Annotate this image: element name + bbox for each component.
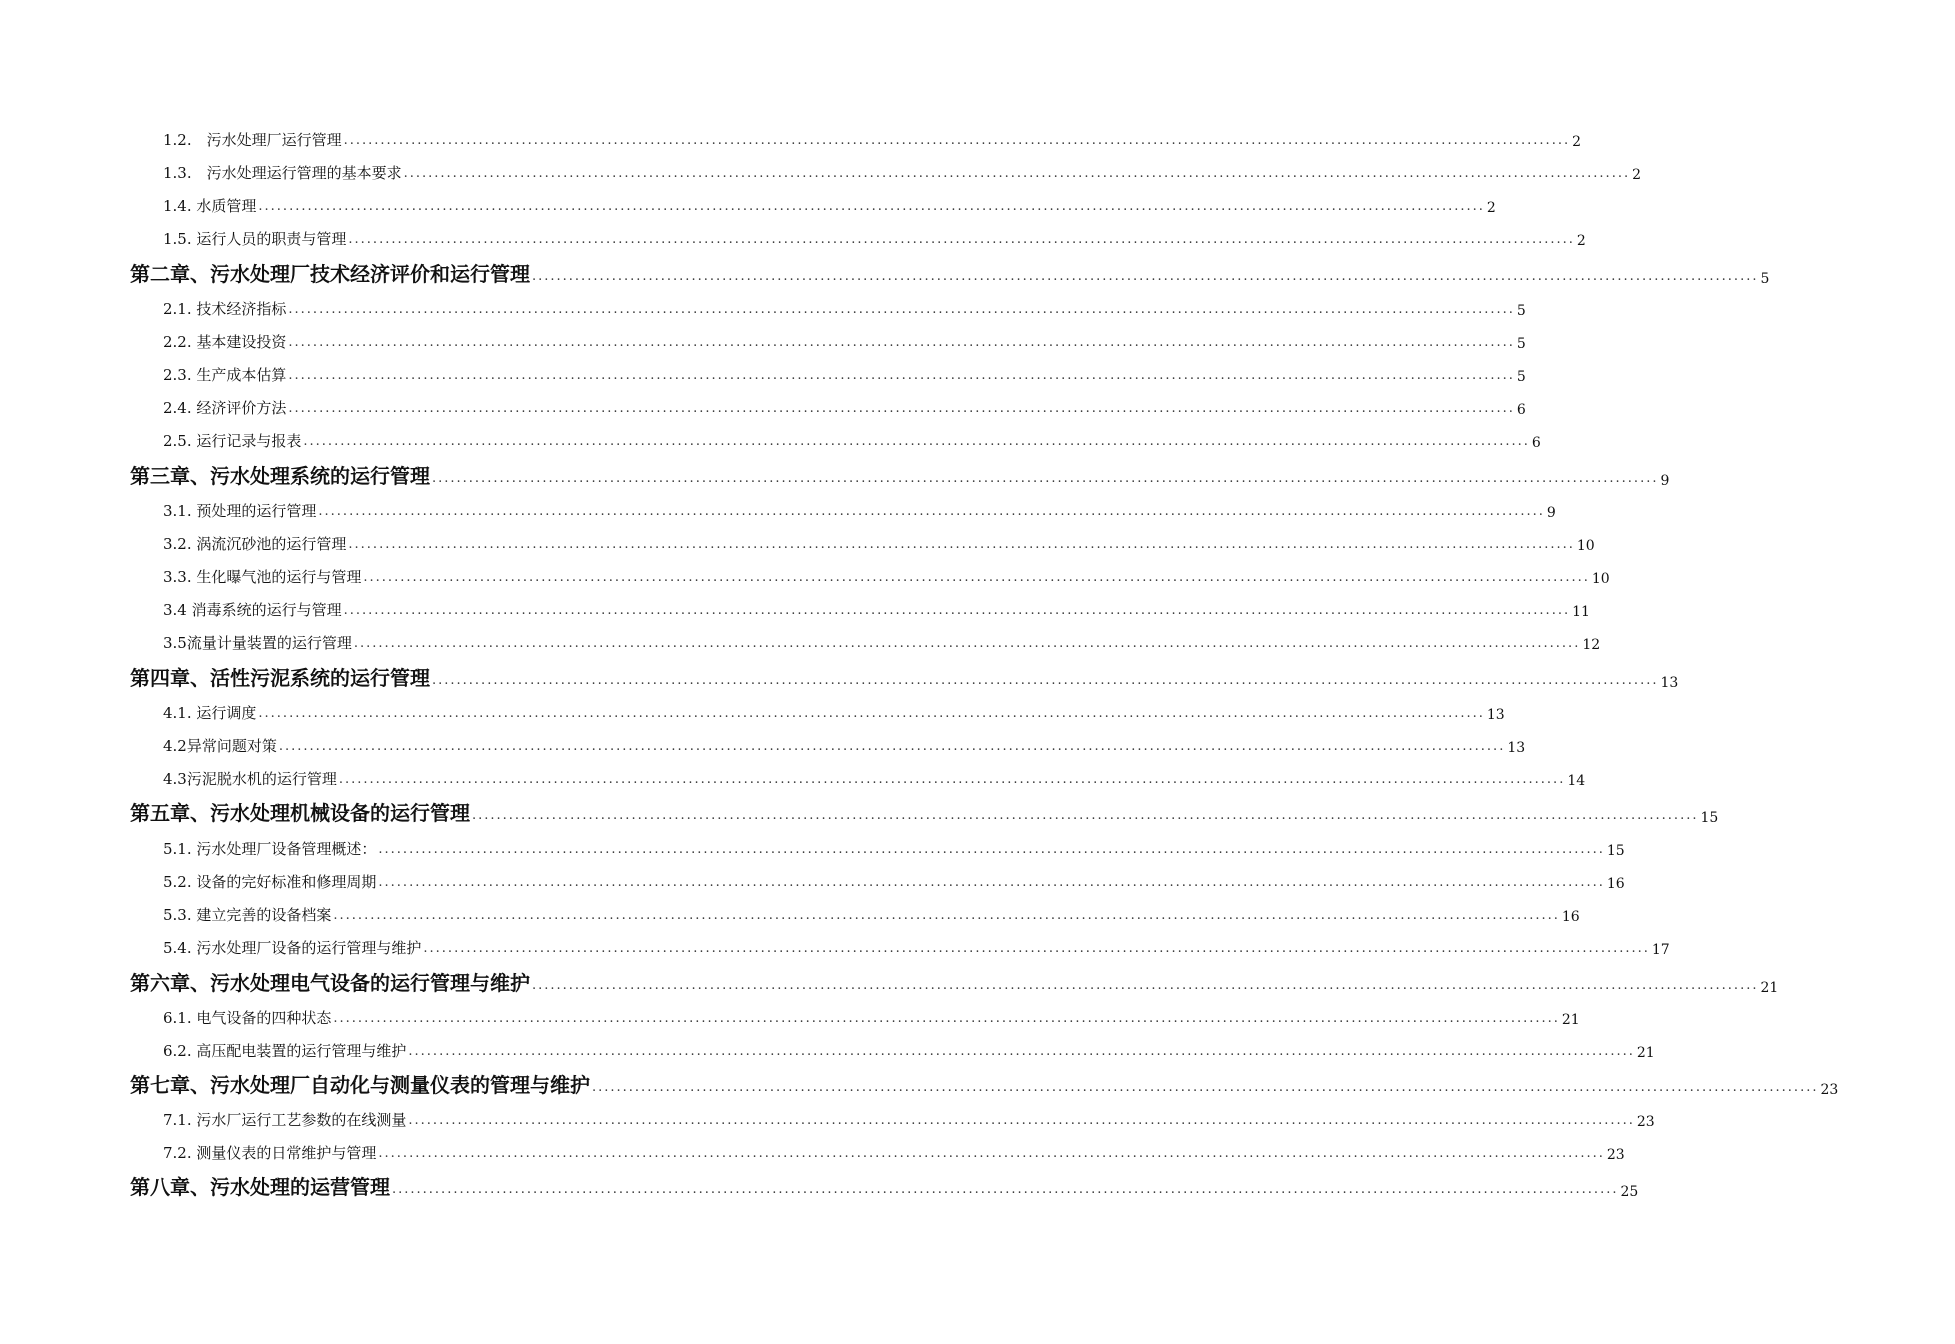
toc-page-number: 13 (1507, 740, 1526, 756)
toc-entry-title: 1.4. 水质管理 (163, 197, 257, 215)
toc-entry-title: 第七章、污水处理厂自动化与测量仪表的管理与维护 (130, 1073, 590, 1097)
toc-chapter-entry[interactable] (0, 1064, 1839, 1098)
toc-leader-dots: ........................................................................................................................................................................................................ (363, 570, 1590, 585)
toc-page-number: 5 (1516, 303, 1526, 319)
toc-entry-title: 3.2. 涡流沉砂池的运行管理 (163, 535, 347, 553)
toc-leader-dots: ........................................................................................................................................................................................................ (333, 1011, 1560, 1026)
toc-leader-dots: ........................................................................................................................................................................................................ (532, 978, 1759, 993)
toc-page-number: 16 (1606, 876, 1625, 892)
toc-leader-dots: ........................................................................................................................................................................................................ (378, 1146, 1605, 1161)
toc-page-number: 14 (1567, 773, 1586, 789)
toc-page-number: 6 (1531, 435, 1541, 451)
toc-leader-dots: ........................................................................................................................................................................................................ (258, 706, 1485, 721)
toc-entry-title: 1.5. 运行人员的职责与管理 (163, 230, 347, 248)
toc-page-number: 5 (1516, 369, 1526, 385)
toc-leader-dots: ........................................................................................................................................................................................................ (288, 368, 1515, 383)
toc-section-entry[interactable] (0, 623, 1601, 653)
toc-section-entry[interactable] (0, 322, 1526, 352)
toc-entry-title: 1.2. 污水处理厂运行管理 (163, 131, 342, 149)
toc-leader-dots: ........................................................................................................................................................................................................ (392, 1182, 1619, 1197)
toc-page-number: 12 (1582, 637, 1601, 653)
toc-section-entry[interactable] (0, 355, 1526, 385)
toc-section-entry[interactable] (0, 829, 1625, 859)
toc-page-number: 15 (1606, 843, 1625, 859)
toc-leader-dots: ........................................................................................................................................................................................................ (423, 941, 1650, 956)
toc-page-number: 6 (1516, 402, 1526, 418)
toc-page-number: 2 (1632, 167, 1642, 183)
toc-section-entry[interactable] (0, 557, 1610, 587)
toc-section-entry[interactable] (0, 928, 1670, 958)
toc-leader-dots: ........................................................................................................................................................................................................ (353, 636, 1581, 651)
toc-chapter-entry[interactable] (0, 253, 1770, 287)
toc-leader-dots: ........................................................................................................................................................................................................ (333, 908, 1560, 923)
toc-chapter-entry[interactable] (0, 792, 1719, 826)
toc-page-number: 23 (1820, 1082, 1839, 1098)
toc-leader-dots: ........................................................................................................................................................................................................ (318, 504, 1545, 519)
toc-page-number: 13 (1486, 707, 1505, 723)
toc-leader-dots: ........................................................................................................................................................................................................ (278, 739, 1506, 754)
toc-page-number: 21 (1760, 980, 1779, 996)
toc-section-entry[interactable] (0, 120, 1582, 150)
toc-page-number: 9 (1546, 505, 1556, 521)
toc-section-entry[interactable] (0, 153, 1642, 183)
toc-section-entry[interactable] (0, 186, 1496, 216)
toc-section-entry[interactable] (0, 1100, 1655, 1130)
toc-section-entry[interactable] (0, 491, 1556, 521)
toc-entry-title: 3.4 消毒系统的运行与管理 (163, 601, 342, 619)
toc-leader-dots: ........................................................................................................................................................................................................ (288, 302, 1515, 317)
toc-entry-title: 第八章、污水处理的运营管理 (130, 1175, 390, 1199)
toc-entry-title: 2.1. 技术经济指标 (163, 300, 287, 318)
toc-leader-dots: ........................................................................................................................................................................................................ (343, 133, 1571, 148)
toc-entry-title: 5.3. 建立完善的设备档案 (163, 906, 332, 924)
toc-page-number: 2 (1572, 134, 1582, 150)
toc-section-entry[interactable] (0, 895, 1580, 925)
toc-leader-dots: ........................................................................................................................................................................................................ (532, 269, 1759, 284)
toc-leader-dots: ........................................................................................................................................................................................................ (343, 603, 1571, 618)
toc-page-number: 5 (1760, 271, 1770, 287)
toc-leader-dots: ........................................................................................................................................................................................................ (378, 875, 1605, 890)
toc-entry-title: 5.2. 设备的完好标准和修理周期 (163, 873, 377, 891)
toc-entry-title: 5.1. 污水处理厂设备管理概述： (163, 840, 377, 858)
toc-section-entry[interactable] (0, 998, 1580, 1028)
toc-entry-title: 第五章、污水处理机械设备的运行管理 (130, 801, 470, 825)
toc-entry-title: 3.3. 生化曝气池的运行与管理 (163, 568, 362, 586)
toc-page-number: 5 (1516, 336, 1526, 352)
toc-leader-dots: ........................................................................................................................................................................................................ (288, 335, 1515, 350)
toc-entry-title: 6.2. 高压配电装置的运行管理与维护 (163, 1042, 407, 1060)
toc-section-entry[interactable] (0, 219, 1586, 249)
toc-entry-title: 7.1. 污水厂运行工艺参数的在线测量 (163, 1111, 407, 1129)
toc-entry-title: 2.2. 基本建设投资 (163, 333, 287, 351)
toc-entry-title: 第四章、活性污泥系统的运行管理 (130, 666, 430, 690)
toc-leader-dots: ........................................................................................................................................................................................................ (403, 166, 1631, 181)
toc-leader-dots: ........................................................................................................................................................................................................ (338, 772, 1566, 787)
toc-section-entry[interactable] (0, 862, 1625, 892)
toc-leader-dots: ........................................................................................................................................................................................................ (378, 842, 1605, 857)
toc-leader-dots: ........................................................................................................................................................................................................ (592, 1080, 1819, 1095)
toc-page-number: 2 (1486, 200, 1496, 216)
toc-page-number: 11 (1572, 604, 1590, 620)
toc-page-number: 17 (1651, 942, 1670, 958)
toc-entry-title: 1.3. 污水处理运行管理的基本要求 (163, 164, 402, 182)
toc-page-number: 13 (1660, 675, 1679, 691)
toc-leader-dots: ........................................................................................................................................................................................................ (348, 537, 1575, 552)
toc-page-number: 2 (1576, 233, 1586, 249)
toc-entry-title: 2.4. 经济评价方法 (163, 399, 287, 417)
toc-leader-dots: ........................................................................................................................................................................................................ (432, 673, 1659, 688)
toc-leader-dots: ........................................................................................................................................................................................................ (432, 471, 1659, 486)
toc-chapter-entry[interactable] (0, 1166, 1639, 1200)
toc-page-number: 15 (1700, 810, 1719, 826)
toc-entry-title: 2.3. 生产成本估算 (163, 366, 287, 384)
toc-entry-title: 第二章、污水处理厂技术经济评价和运行管理 (130, 262, 530, 286)
toc-entry-title: 3.1. 预处理的运行管理 (163, 502, 317, 520)
toc-entry-title: 3.5流量计量装置的运行管理 (163, 634, 352, 652)
toc-leader-dots: ........................................................................................................................................................................................................ (472, 808, 1699, 823)
toc-page-number: 10 (1576, 538, 1595, 554)
toc-page-number: 23 (1606, 1147, 1625, 1163)
toc-section-entry[interactable] (0, 421, 1541, 451)
toc-section-entry[interactable] (0, 1133, 1625, 1163)
toc-page-number: 21 (1561, 1012, 1580, 1028)
toc-leader-dots: ........................................................................................................................................................................................................ (408, 1113, 1635, 1128)
toc-chapter-entry[interactable] (0, 455, 1670, 489)
toc-leader-dots: ........................................................................................................................................................................................................ (408, 1044, 1635, 1059)
toc-entry-title: 4.3污泥脱水机的运行管理 (163, 770, 337, 788)
toc-leader-dots: ........................................................................................................................................................................................................ (303, 434, 1530, 449)
toc-section-entry[interactable] (0, 388, 1526, 418)
toc-page-number: 10 (1591, 571, 1610, 587)
toc-entry-title: 2.5. 运行记录与报表 (163, 432, 302, 450)
toc-entry-title: 5.4. 污水处理厂设备的运行管理与维护 (163, 939, 422, 957)
toc-section-entry[interactable] (0, 726, 1526, 756)
toc-chapter-entry[interactable] (0, 962, 1779, 996)
toc-entry-title: 7.2. 测量仪表的日常维护与管理 (163, 1144, 377, 1162)
toc-section-entry[interactable] (0, 289, 1526, 319)
toc-page-number: 9 (1660, 473, 1670, 489)
toc-section-entry[interactable] (0, 524, 1595, 554)
toc-section-entry[interactable] (0, 1031, 1655, 1061)
toc-leader-dots: ........................................................................................................................................................................................................ (348, 232, 1575, 247)
toc-section-entry[interactable] (0, 759, 1586, 789)
toc-entry-title: 第六章、污水处理电气设备的运行管理与维护 (130, 971, 530, 995)
toc-section-entry[interactable] (0, 590, 1590, 620)
toc-entry-title: 第三章、污水处理系统的运行管理 (130, 464, 430, 488)
toc-entry-title: 4.2异常问题对策 (163, 737, 277, 755)
toc-leader-dots: ........................................................................................................................................................................................................ (258, 199, 1485, 214)
toc-section-entry[interactable] (0, 693, 1505, 723)
toc-page-number: 23 (1636, 1114, 1655, 1130)
toc-entry-title: 4.1. 运行调度 (163, 704, 257, 722)
toc-entry-title: 6.1. 电气设备的四种状态 (163, 1009, 332, 1027)
toc-chapter-entry[interactable] (0, 657, 1679, 691)
toc-leader-dots: ........................................................................................................................................................................................................ (288, 401, 1515, 416)
toc-page-number: 16 (1561, 909, 1580, 925)
toc-page-number: 21 (1636, 1045, 1655, 1061)
toc-page-number: 25 (1620, 1184, 1639, 1200)
